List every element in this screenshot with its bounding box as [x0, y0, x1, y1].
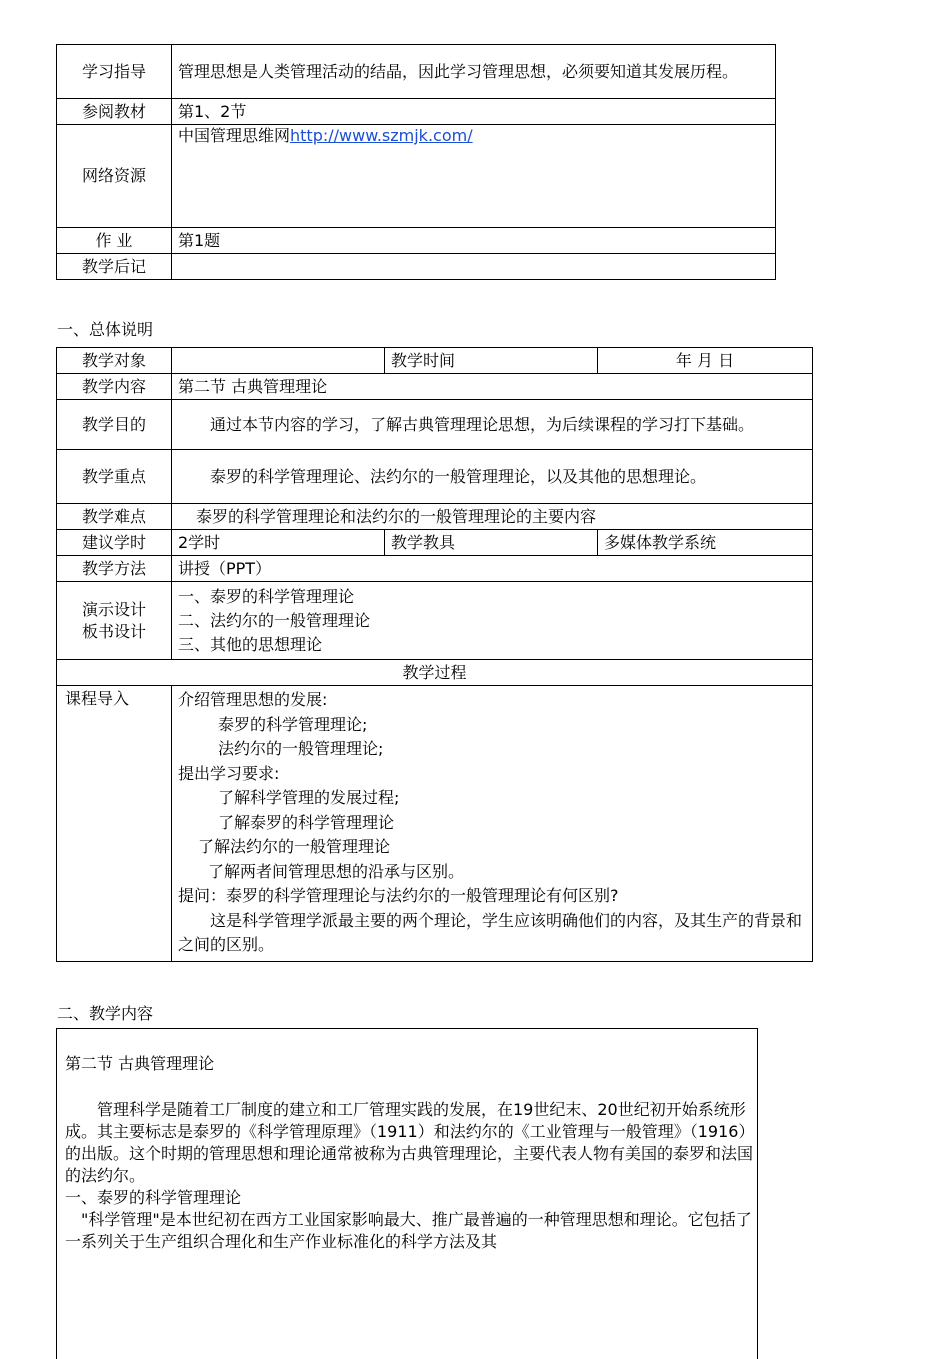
- difficulty-value: 泰罗的科学管理理论和法约尔的一般管理理论的主要内容: [172, 504, 813, 530]
- intro-content: [172, 686, 813, 962]
- key-label: 教学重点: [57, 450, 172, 504]
- intro-line: 提问：泰罗的科学管理理论与法约尔的一般管理理论有何区别?: [178, 886, 619, 905]
- teach-time-label: 教学时间: [385, 348, 598, 374]
- content-para: "科学管理"是本世纪初在西方工业国家影响最大、推广最普遍的一种管理思想和理论。它包括了一系列关于生产组织合理化和生产作业标准化的科学方法及其: [65, 1210, 752, 1251]
- content-subheading: 一、泰罗的科学管理理论: [65, 1188, 242, 1207]
- web-resource-name: 中国管理思维网: [178, 126, 291, 145]
- row-process-title: [57, 660, 813, 686]
- guide-value-study: 管理思想是人类管理活动的结晶，因此学习管理思想，必须要知道其发展历程。: [172, 45, 776, 99]
- section2-heading: 二、教学内容: [57, 1004, 154, 1023]
- design-item: 一、泰罗的科学管理理论: [178, 586, 355, 606]
- design-label-board: 板书设计: [81, 621, 146, 641]
- guide-label-textbook: 参阅教材: [57, 99, 172, 125]
- goal-value: 通过本节内容的学习，了解古典管理理论思想，为后续课程的学习打下基础。: [172, 400, 813, 450]
- web-resource-link[interactable]: http://www.szmjk.com/: [290, 126, 473, 145]
- guide-value-web: [172, 125, 776, 228]
- row-difficulty: [57, 504, 813, 530]
- section1-heading: 一、总体说明: [57, 320, 154, 339]
- difficulty-label: 教学难点: [57, 504, 172, 530]
- overview-table: [56, 347, 813, 962]
- teach-time-value: 年 月 日: [598, 348, 813, 374]
- intro-label: 课程导入: [57, 686, 172, 962]
- process-title: 教学过程: [57, 660, 813, 686]
- intro-line: 了解两者间管理思想的沿承与区别。: [208, 861, 465, 881]
- content-para: 管理科学是随着工厂制度的建立和工厂管理实践的发展，在19世纪末、20世纪初开始系统形成。其主要标志是泰罗的《科学管理原理》（1911）和法约尔的《工业管理与一般管理》（1916）的出版。这个时期的管理思想和理论通常被称为古典管理理论，主要代表人物有美国的泰罗和法国的法约尔。: [65, 1100, 754, 1185]
- intro-line: 这是科学管理学派最主要的两个理论，学生应该明确他们的内容，及其生产的背景和之间的区别。: [178, 910, 803, 954]
- content-box: [56, 1028, 758, 1359]
- goal-label: 教学目的: [57, 400, 172, 450]
- guide-row-notes: [57, 254, 776, 280]
- guide-table: [56, 44, 776, 280]
- row-intro: [57, 686, 813, 962]
- tools-label: 教学教具: [385, 530, 598, 556]
- teach-object-value: [172, 348, 385, 374]
- intro-line: 泰罗的科学管理理论;: [218, 714, 368, 734]
- key-value: 泰罗的科学管理理论、法约尔的一般管理理论，以及其他的思想理论。: [172, 450, 813, 504]
- guide-label-study: 学习指导: [57, 45, 172, 99]
- design-label: [57, 582, 172, 660]
- intro-line: 提出学习要求:: [178, 763, 280, 783]
- row-goal: [57, 400, 813, 450]
- intro-line: 了解泰罗的科学管理理论: [218, 812, 395, 832]
- tools-value: 多媒体教学系统: [598, 530, 813, 556]
- row-design: [57, 582, 813, 660]
- guide-row-textbook: [57, 99, 776, 125]
- hours-value: 2学时: [172, 530, 385, 556]
- intro-line: 法约尔的一般管理理论;: [218, 739, 384, 758]
- guide-label-homework: 作 业: [57, 228, 172, 254]
- design-item: 二、法约尔的一般管理理论: [178, 610, 371, 630]
- intro-line: 了解科学管理的发展过程;: [218, 788, 400, 807]
- hours-label: 建议学时: [57, 530, 172, 556]
- row-teach-object: [57, 348, 813, 374]
- intro-line: 了解法约尔的一般管理理论: [198, 837, 391, 856]
- content-title: 第二节 古典管理理论: [65, 1054, 215, 1073]
- design-items: [172, 582, 813, 660]
- guide-value-homework: 第1题: [172, 228, 776, 254]
- method-label: 教学方法: [57, 556, 172, 582]
- teach-object-label: 教学对象: [57, 348, 172, 374]
- method-value: 讲授（PPT）: [172, 556, 813, 582]
- content-inner: [65, 1053, 753, 1253]
- row-method: [57, 556, 813, 582]
- row-content: [57, 374, 813, 400]
- guide-row-web: [57, 125, 776, 228]
- guide-value-notes: [172, 254, 776, 280]
- guide-row-homework: [57, 228, 776, 254]
- design-label-demo: 演示设计: [81, 599, 146, 619]
- intro-line: 介绍管理思想的发展:: [178, 690, 328, 709]
- guide-value-textbook: 第1、2节: [172, 99, 776, 125]
- guide-row-study: [57, 45, 776, 99]
- row-hours: [57, 530, 813, 556]
- guide-label-web: 网络资源: [57, 125, 172, 228]
- row-key: [57, 450, 813, 504]
- content-label: 教学内容: [57, 374, 172, 400]
- content-value: 第二节 古典管理理论: [172, 374, 813, 400]
- guide-label-notes: 教学后记: [57, 254, 172, 280]
- design-item: 三、其他的思想理论: [178, 634, 323, 654]
